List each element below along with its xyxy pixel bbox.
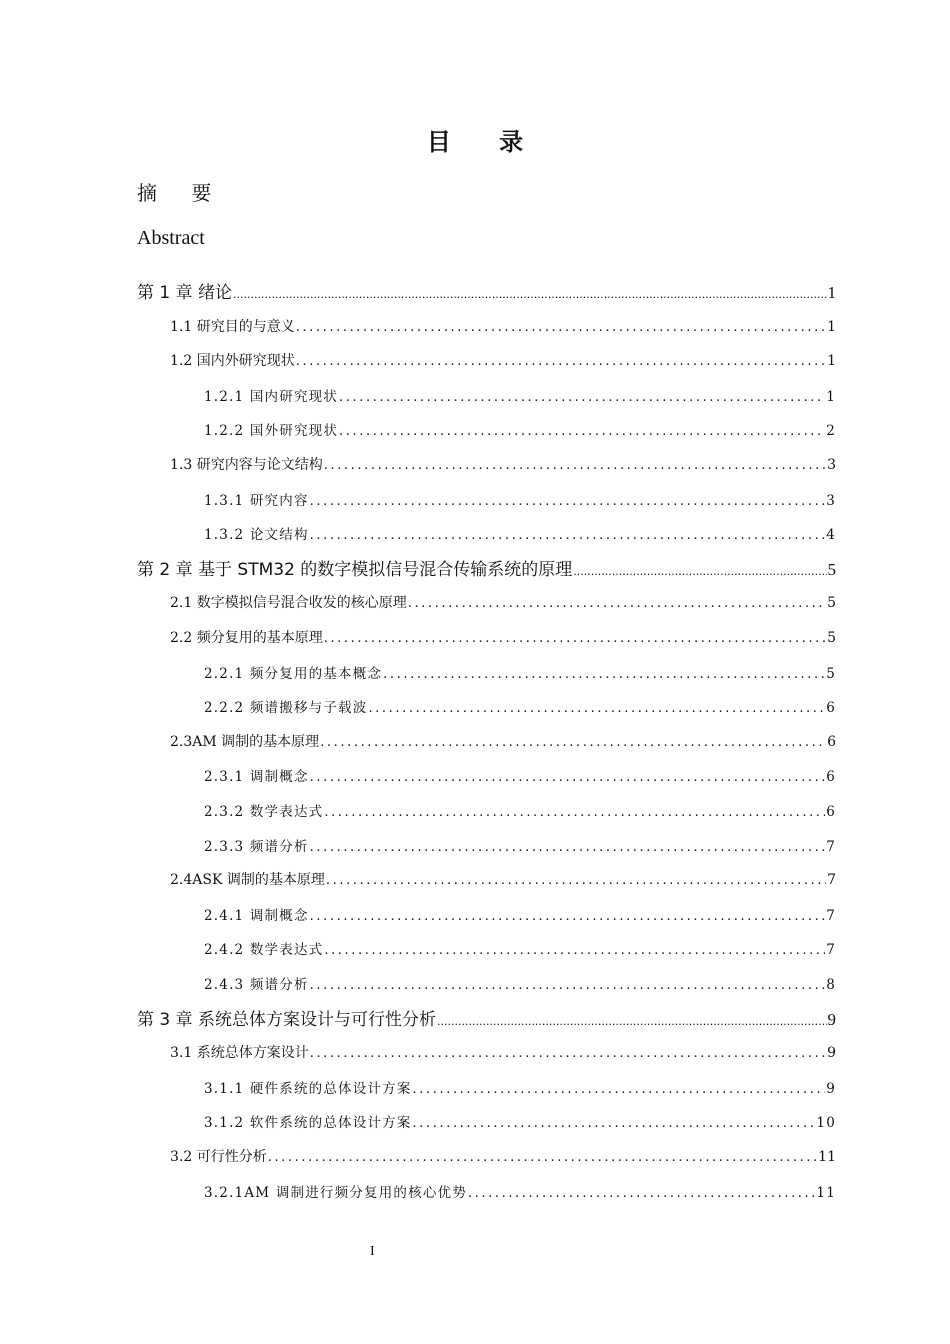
toc-dot-leader: [233, 288, 826, 301]
toc-entry-label: 3.2 可行性分析: [170, 1149, 267, 1165]
toc-entry-level3[interactable]: [204, 662, 836, 682]
toc-entry-label: 3.1.2 软件系统的总体设计方案: [204, 1115, 412, 1132]
toc-entry-level2[interactable]: [170, 350, 836, 370]
toc-entry-label: 2.1 数字模拟信号混合收发的核心原理: [170, 595, 407, 612]
toc-dot-leader: [324, 805, 825, 820]
toc-entry-page: 7: [826, 942, 836, 959]
toc-entry-level1[interactable]: [137, 1005, 836, 1030]
abstract-en-heading: Abstract: [137, 227, 205, 249]
toc-entry-label: 2.4.2 数学表达式: [204, 942, 324, 959]
toc-entry-label: 2.4.1 调制概念: [204, 907, 309, 924]
toc-entry-label: 2.3.2 数学表达式: [204, 804, 324, 820]
toc-entry-page: 5: [826, 665, 836, 682]
toc-dot-leader: [383, 667, 825, 682]
toc-entry-page: 6: [827, 733, 836, 750]
toc-entry-label: 2.2.1 频分复用的基本概念: [204, 665, 383, 682]
toc-entry-page: 11: [818, 1149, 836, 1165]
toc-dot-leader: [296, 320, 826, 335]
toc-entry-page: 3: [826, 492, 836, 509]
toc-entry-label: 第 3 章 系统总体方案设计与可行性分析: [137, 1009, 437, 1030]
toc-dot-leader: [310, 1046, 826, 1061]
toc-entry-level3[interactable]: [204, 1181, 836, 1201]
toc-entry-page: 1: [826, 388, 836, 405]
toc-dot-leader: [339, 390, 825, 405]
toc-entry-label: 3.2.1AM 调制进行频分复用的核心优势: [204, 1184, 467, 1201]
toc-entry-label: 第 1 章 绪论: [137, 283, 233, 303]
toc-entry-label: 1.2.2 国外研究现状: [204, 423, 339, 440]
toc-entry-label: 1.3.2 论文结构: [204, 527, 309, 544]
toc-entry-page: 8: [826, 977, 836, 993]
toc-entry-level2[interactable]: [170, 592, 836, 612]
toc-dot-leader: [310, 840, 826, 855]
toc-entry-page: 3: [827, 457, 836, 473]
toc-entry-page: 4: [826, 527, 836, 544]
toc-dot-leader: [268, 1150, 817, 1165]
toc-entry-level2[interactable]: [170, 731, 836, 751]
toc-dot-leader: [310, 978, 826, 993]
toc-entry-page: 2: [826, 423, 836, 440]
toc-entry-label: 2.4.3 频谱分析: [204, 977, 309, 993]
toc-entry-level2[interactable]: [170, 316, 836, 336]
toc-dot-leader: [310, 528, 826, 543]
toc-entry-level3[interactable]: [204, 385, 836, 405]
toc-entry-label: 1.2.1 国内研究现状: [204, 388, 339, 405]
toc-dot-leader: [437, 1015, 826, 1028]
toc-entry-page: 5: [827, 559, 836, 579]
toc-entry-level1[interactable]: [137, 555, 836, 580]
toc-dot-leader: [310, 494, 826, 509]
toc-entry-label: 第 2 章 基于 STM32 的数字模拟信号混合传输系统的原理: [137, 559, 573, 580]
abstract-zh-heading: 摘 要: [137, 181, 226, 205]
toc-entry-label: 2.2 频分复用的基本原理: [170, 630, 323, 646]
toc-entry-page: 6: [826, 804, 836, 820]
toc-dot-leader: [320, 735, 826, 750]
toc-dot-leader: [324, 943, 825, 958]
toc-entry-level3[interactable]: [204, 419, 836, 439]
toc-entry-page: 7: [827, 872, 836, 889]
toc-entry-page: 5: [827, 630, 836, 646]
toc-entry-level3[interactable]: [204, 489, 836, 509]
toc-entry-page: 9: [827, 1045, 836, 1062]
toc-dot-leader: [326, 873, 826, 888]
toc-entry-label: 2.3AM 调制的基本原理: [170, 733, 320, 750]
toc-dot-leader: [408, 596, 826, 611]
toc-entry-page: 11: [816, 1184, 836, 1201]
toc-dot-leader: [339, 424, 825, 439]
toc-entry-level2[interactable]: [170, 1042, 836, 1062]
toc-dot-leader: [310, 770, 826, 785]
toc-dot-leader: [324, 458, 826, 473]
toc-entry-level3[interactable]: [204, 696, 836, 716]
toc-entry-level3[interactable]: [204, 523, 836, 543]
toc-entry-page: 5: [827, 595, 836, 612]
toc-entry-level2[interactable]: [170, 1146, 836, 1166]
toc-entry-label: 1.2 国内外研究现状: [170, 353, 295, 370]
toc-entry-level1[interactable]: [137, 278, 836, 303]
toc-dot-leader: [573, 565, 826, 578]
toc-entry-page: 1: [827, 283, 836, 302]
toc-dot-leader: [413, 1116, 816, 1131]
toc-entry-label: 2.2.2 频谱搬移与子载波: [204, 700, 368, 717]
toc-entry-page: 9: [826, 1080, 836, 1097]
toc-dot-leader: [310, 909, 826, 924]
page-number: I: [370, 1244, 375, 1259]
toc-entry-level2[interactable]: [170, 869, 836, 889]
toc-dot-leader: [296, 354, 826, 369]
toc-dot-leader: [468, 1186, 815, 1201]
toc-entry-level3[interactable]: [204, 835, 836, 855]
toc-entry-level2[interactable]: [170, 627, 836, 647]
toc-entry-label: 1.3 研究内容与论文结构: [170, 457, 323, 473]
toc-dot-leader: [368, 701, 825, 716]
toc-entry-level2[interactable]: [170, 454, 836, 474]
toc-entry-label: 2.3.1 调制概念: [204, 769, 309, 786]
toc-entry-label: 1.1 研究目的与意义: [170, 318, 295, 335]
toc-entry-label: 2.4ASK 调制的基本原理: [170, 872, 325, 889]
toc-entry-page: 10: [816, 1115, 836, 1132]
toc-entry-page: 9: [827, 1009, 836, 1029]
toc-entry-level3[interactable]: [204, 938, 836, 958]
toc-entry-label: 3.1.1 硬件系统的总体设计方案: [204, 1080, 412, 1097]
toc-entry-level3[interactable]: [204, 973, 836, 993]
toc-entry-label: 2.3.3 频谱分析: [204, 838, 309, 855]
toc-entry-level3[interactable]: [204, 1111, 836, 1131]
toc-entry-level3[interactable]: [204, 765, 836, 785]
toc-entry-page: 1: [827, 353, 836, 370]
toc-entry-level3[interactable]: [204, 800, 836, 820]
toc-entry-page: 6: [826, 769, 836, 786]
toc-entry-page: 6: [826, 700, 836, 717]
toc-entry-page: 7: [826, 838, 836, 855]
toc-entry-level3[interactable]: [204, 1077, 836, 1097]
toc-entry-label: 1.3.1 研究内容: [204, 492, 309, 509]
toc-dot-leader: [324, 631, 826, 646]
toc-entry-level3[interactable]: [204, 904, 836, 924]
toc-entry-page: 7: [826, 907, 836, 924]
toc-dot-leader: [413, 1082, 826, 1097]
page-title: 目 录: [426, 128, 544, 156]
toc-entry-page: 1: [827, 318, 836, 335]
toc-entry-label: 3.1 系统总体方案设计: [170, 1045, 309, 1062]
